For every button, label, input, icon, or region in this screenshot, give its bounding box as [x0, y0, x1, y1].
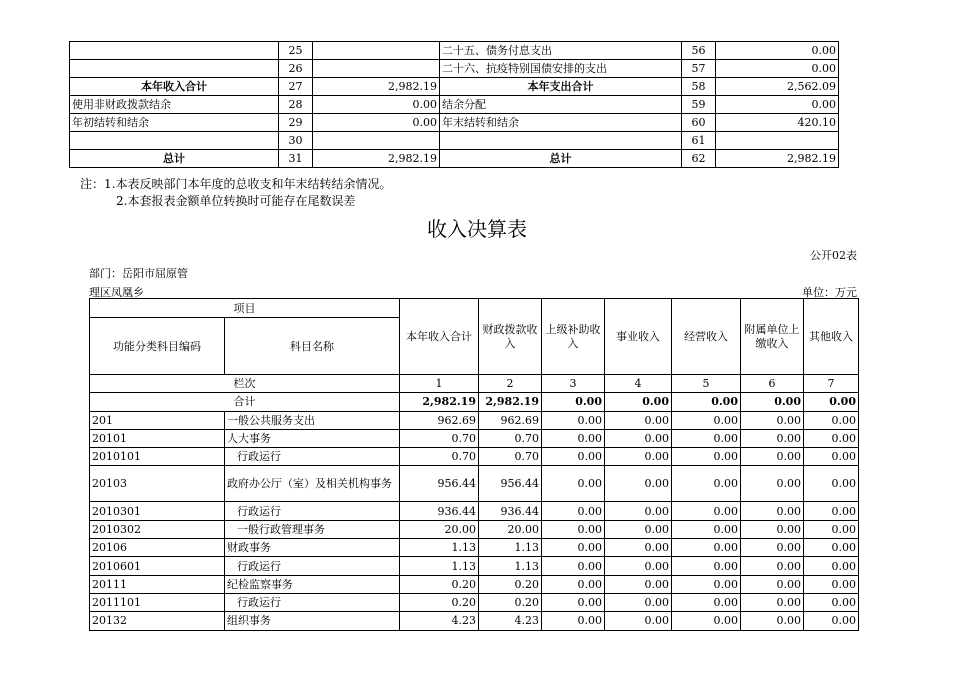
- unit-label: 单位：万元: [802, 286, 857, 299]
- amount-cell: 0.00: [804, 612, 859, 630]
- amount-cell: 0.00: [804, 411, 859, 429]
- table-row: [90, 575, 859, 593]
- col-num: 3: [542, 375, 605, 393]
- summary-row: [70, 132, 839, 150]
- subject-code: 20103: [90, 466, 225, 502]
- left-label: 总计: [70, 150, 279, 168]
- amount-cell: 0.00: [804, 466, 859, 502]
- amount-cell: 1.13: [479, 557, 542, 575]
- subject-name: 一般行政管理事务: [225, 520, 400, 538]
- amount-cell: 0.00: [741, 539, 804, 557]
- subject-name: 人大事务: [225, 429, 400, 447]
- amount-cell: 956.44: [400, 466, 479, 502]
- right-label: 本年支出合计: [440, 78, 682, 96]
- left-label: 使用非财政拨款结余: [70, 96, 279, 114]
- amount-cell: 20.00: [479, 520, 542, 538]
- table-row: [90, 520, 859, 538]
- header-col-4: 事业收入: [605, 299, 672, 375]
- left-line-no: 29: [279, 114, 313, 132]
- table-row: [90, 539, 859, 557]
- table-row: [90, 466, 859, 502]
- subject-code: 2010301: [90, 502, 225, 520]
- subject-name: 纪检监察事务: [225, 575, 400, 593]
- amount-cell: 0.00: [542, 520, 605, 538]
- col-num: 7: [804, 375, 859, 393]
- amount-cell: 0.20: [479, 575, 542, 593]
- right-line-no: 60: [682, 114, 716, 132]
- amount-cell: 0.00: [804, 502, 859, 520]
- amount-cell: 936.44: [400, 502, 479, 520]
- amount-cell: 0.20: [400, 575, 479, 593]
- amount-cell: 0.70: [400, 429, 479, 447]
- amount-cell: 0.00: [741, 502, 804, 520]
- notes: [80, 176, 391, 210]
- subject-code: 201: [90, 411, 225, 429]
- amount-cell: 0.00: [605, 411, 672, 429]
- left-amount: 2,982.19: [313, 78, 440, 96]
- header-col-2: 财政拨款收入: [479, 299, 542, 375]
- subject-code: 20111: [90, 575, 225, 593]
- total-value: 0.00: [804, 393, 859, 411]
- amount-cell: 0.00: [741, 520, 804, 538]
- right-line-no: 56: [682, 42, 716, 60]
- amount-cell: 0.00: [605, 448, 672, 466]
- amount-cell: 0.00: [542, 557, 605, 575]
- left-label: [70, 42, 279, 60]
- subject-code: 20132: [90, 612, 225, 630]
- total-value: 2,982.19: [400, 393, 479, 411]
- amount-cell: 0.00: [605, 539, 672, 557]
- left-line-no: 25: [279, 42, 313, 60]
- amount-cell: 0.00: [542, 593, 605, 611]
- amount-cell: 0.00: [542, 502, 605, 520]
- col-num: 2: [479, 375, 542, 393]
- amount-cell: 0.00: [605, 502, 672, 520]
- amount-cell: 0.00: [672, 575, 741, 593]
- left-line-no: 26: [279, 60, 313, 78]
- summary-row: [70, 150, 839, 168]
- left-amount: 2,982.19: [313, 150, 440, 168]
- amount-cell: 0.00: [672, 612, 741, 630]
- left-line-no: 28: [279, 96, 313, 114]
- left-amount: [313, 132, 440, 150]
- summary-row: [70, 42, 839, 60]
- header-col-6: 附属单位上缴收入: [741, 299, 804, 375]
- department-label-cont: 理区凤凰乡: [89, 286, 144, 299]
- subject-name: 一般公共服务支出: [225, 411, 400, 429]
- left-label: [70, 132, 279, 150]
- right-line-no: 57: [682, 60, 716, 78]
- right-label: 年末结转和结余: [440, 114, 682, 132]
- summary-table: [69, 41, 839, 168]
- left-line-no: 30: [279, 132, 313, 150]
- left-label: [70, 60, 279, 78]
- amount-cell: 0.00: [741, 612, 804, 630]
- amount-cell: 0.00: [672, 411, 741, 429]
- amount-cell: 0.00: [542, 612, 605, 630]
- col-num: 1: [400, 375, 479, 393]
- subject-code: 20101: [90, 429, 225, 447]
- amount-cell: 0.00: [741, 429, 804, 447]
- right-label: 总计: [440, 150, 682, 168]
- right-amount: 2,562.09: [716, 78, 839, 96]
- form-code: 公开02表: [810, 249, 857, 262]
- amount-cell: 20.00: [400, 520, 479, 538]
- subject-name: 组织事务: [225, 612, 400, 630]
- right-label: 结余分配: [440, 96, 682, 114]
- right-amount: 0.00: [716, 60, 839, 78]
- amount-cell: 0.00: [804, 575, 859, 593]
- subject-code: 20106: [90, 539, 225, 557]
- amount-cell: 0.00: [605, 520, 672, 538]
- amount-cell: 0.00: [672, 557, 741, 575]
- amount-cell: 0.00: [672, 593, 741, 611]
- amount-cell: 1.13: [400, 557, 479, 575]
- amount-cell: 4.23: [400, 612, 479, 630]
- amount-cell: 0.00: [672, 448, 741, 466]
- amount-cell: 0.00: [605, 612, 672, 630]
- amount-cell: 0.00: [741, 575, 804, 593]
- right-amount: 0.00: [716, 42, 839, 60]
- note-line-1: 注：1.本表反映部门本年度的总收支和年末结转结余情况。: [80, 177, 392, 191]
- subject-name: 行政运行: [225, 557, 400, 575]
- subject-code: 2011101: [90, 593, 225, 611]
- right-amount: 2,982.19: [716, 150, 839, 168]
- amount-cell: 0.00: [741, 448, 804, 466]
- income-table: [89, 298, 859, 631]
- right-label: 二十六、抗疫特别国债安排的支出: [440, 60, 682, 78]
- amount-cell: 0.70: [400, 448, 479, 466]
- amount-cell: 0.00: [672, 502, 741, 520]
- table-row: [90, 557, 859, 575]
- right-amount: 0.00: [716, 96, 839, 114]
- table-row: [90, 593, 859, 611]
- left-amount: 0.00: [313, 96, 440, 114]
- subject-name: 行政运行: [225, 448, 400, 466]
- subject-name: 行政运行: [225, 502, 400, 520]
- note-line-2: 2.本套报表金额单位转换时可能存在尾数误差: [116, 194, 356, 208]
- table-row: [90, 448, 859, 466]
- amount-cell: 0.00: [804, 557, 859, 575]
- right-line-no: 58: [682, 78, 716, 96]
- total-value: 0.00: [605, 393, 672, 411]
- summary-row: [70, 114, 839, 132]
- amount-cell: 0.00: [804, 520, 859, 538]
- col-num: 4: [605, 375, 672, 393]
- subject-name: 政府办公厅（室）及相关机构事务: [225, 466, 400, 502]
- amount-cell: 0.00: [605, 575, 672, 593]
- amount-cell: 1.13: [400, 539, 479, 557]
- subject-code: 2010601: [90, 557, 225, 575]
- table-row: [90, 411, 859, 429]
- amount-cell: 936.44: [479, 502, 542, 520]
- header-col-7: 其他收入: [804, 299, 859, 375]
- amount-cell: 0.00: [605, 593, 672, 611]
- right-label: [440, 132, 682, 150]
- amount-cell: 0.00: [804, 429, 859, 447]
- amount-cell: 0.20: [400, 593, 479, 611]
- right-line-no: 62: [682, 150, 716, 168]
- amount-cell: 0.00: [542, 575, 605, 593]
- left-line-no: 27: [279, 78, 313, 96]
- col-num: 5: [672, 375, 741, 393]
- amount-cell: 0.00: [804, 448, 859, 466]
- summary-row: [70, 60, 839, 78]
- amount-cell: 0.00: [605, 557, 672, 575]
- summary-row: [70, 96, 839, 114]
- right-amount: 420.10: [716, 114, 839, 132]
- subject-code: 2010101: [90, 448, 225, 466]
- amount-cell: 0.00: [542, 448, 605, 466]
- table-row: [90, 612, 859, 630]
- header-col-1: 本年收入合计: [400, 299, 479, 375]
- header-code: 功能分类科目编码: [90, 318, 225, 375]
- header-item: 项目: [90, 299, 400, 318]
- amount-cell: 0.20: [479, 593, 542, 611]
- amount-cell: 962.69: [479, 411, 542, 429]
- amount-cell: 0.00: [542, 466, 605, 502]
- right-amount: [716, 132, 839, 150]
- summary-row: [70, 78, 839, 96]
- left-amount: [313, 42, 440, 60]
- amount-cell: 0.00: [605, 466, 672, 502]
- header-col-5: 经营收入: [672, 299, 741, 375]
- amount-cell: 0.00: [741, 411, 804, 429]
- header-col-3: 上级补助收入: [542, 299, 605, 375]
- right-line-no: 59: [682, 96, 716, 114]
- amount-cell: 0.00: [741, 557, 804, 575]
- total-value: 0.00: [741, 393, 804, 411]
- amount-cell: 4.23: [479, 612, 542, 630]
- amount-cell: 0.00: [804, 539, 859, 557]
- left-amount: 0.00: [313, 114, 440, 132]
- subject-name: 财政事务: [225, 539, 400, 557]
- amount-cell: 0.00: [672, 466, 741, 502]
- left-label: 年初结转和结余: [70, 114, 279, 132]
- left-amount: [313, 60, 440, 78]
- amount-cell: 0.00: [542, 429, 605, 447]
- total-value: 0.00: [542, 393, 605, 411]
- total-value: 0.00: [672, 393, 741, 411]
- left-label: 本年收入合计: [70, 78, 279, 96]
- subject-name: 行政运行: [225, 593, 400, 611]
- right-label: 二十五、债务付息支出: [440, 42, 682, 60]
- amount-cell: 0.00: [672, 520, 741, 538]
- page-title: 收入决算表: [427, 217, 527, 241]
- amount-cell: 0.70: [479, 448, 542, 466]
- total-label: 合计: [90, 393, 400, 411]
- subject-code: 2010302: [90, 520, 225, 538]
- amount-cell: 0.00: [672, 429, 741, 447]
- amount-cell: 1.13: [479, 539, 542, 557]
- amount-cell: 0.00: [804, 593, 859, 611]
- amount-cell: 0.00: [672, 539, 741, 557]
- col-num: 6: [741, 375, 804, 393]
- amount-cell: 956.44: [479, 466, 542, 502]
- amount-cell: 0.00: [542, 411, 605, 429]
- table-row: [90, 502, 859, 520]
- amount-cell: 962.69: [400, 411, 479, 429]
- table-row: [90, 429, 859, 447]
- left-line-no: 31: [279, 150, 313, 168]
- department-label: 部门：岳阳市屈原管: [89, 267, 188, 280]
- amount-cell: 0.00: [741, 466, 804, 502]
- amount-cell: 0.00: [605, 429, 672, 447]
- lanci-label: 栏次: [90, 375, 400, 393]
- amount-cell: 0.70: [479, 429, 542, 447]
- right-line-no: 61: [682, 132, 716, 150]
- amount-cell: 0.00: [741, 593, 804, 611]
- header-name: 科目名称: [225, 318, 400, 375]
- amount-cell: 0.00: [542, 539, 605, 557]
- total-value: 2,982.19: [479, 393, 542, 411]
